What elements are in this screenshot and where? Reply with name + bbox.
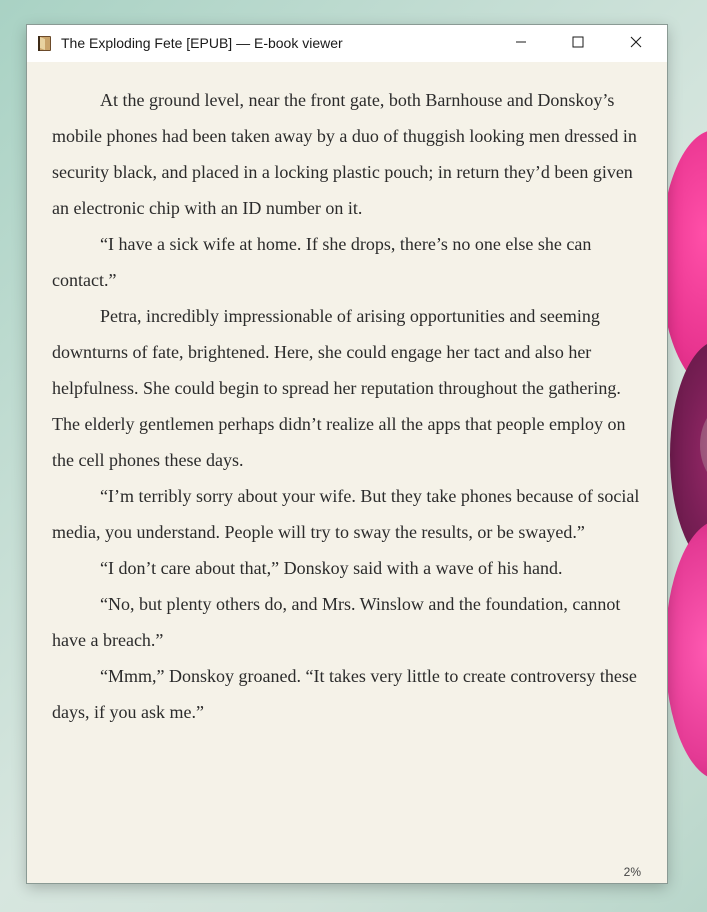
close-icon	[630, 35, 642, 53]
book-page-content[interactable]	[52, 82, 644, 730]
maximize-button[interactable]	[549, 25, 607, 62]
book-paragraph: “Mmm,” Donskoy groaned. “It takes very little to create controversy these days, if you ask me.”	[52, 666, 637, 722]
maximize-icon	[572, 35, 584, 53]
reading-progress: 2%	[623, 865, 641, 879]
window-title: The Exploding Fete [EPUB] — E-book viewer	[61, 35, 343, 51]
ebook-viewer-window	[27, 25, 667, 883]
book-icon	[36, 35, 54, 52]
book-paragraph: At the ground level, near the front gate, both Barnhouse and Donskoy’s mobile phones had been taken away by a duo of thuggish looking men dressed in security black, and placed in a locking plastic pouch; in return they’d been given an electronic chip with an ID number on it.	[52, 90, 637, 218]
book-paragraph: “I have a sick wife at home. If she drops, there’s no one else she can contact.”	[52, 234, 592, 290]
flower-petal	[665, 520, 707, 780]
minimize-icon	[515, 35, 527, 53]
book-paragraph: Petra, incredibly impressionable of arising opportunities and seeming downturns of fate, brightened. Here, she could engage her tact and also her helpfulness. She could begin to spread her reputation throughout the gathering. The elderly gentlemen perhaps didn’t realize all the apps that people employ on the cell phones these days.	[52, 306, 626, 470]
book-paragraph: “I’m terribly sorry about your wife. But they take phones because of social media, you understand. People will try to sway the results, or be swayed.”	[52, 486, 640, 542]
minimize-button[interactable]	[492, 25, 550, 62]
close-button[interactable]	[607, 25, 665, 62]
title-bar[interactable]	[27, 25, 667, 62]
book-paragraph: “I don’t care about that,” Donskoy said with a wave of his hand.	[100, 558, 563, 578]
book-paragraph: “No, but plenty others do, and Mrs. Winslow and the foundation, cannot have a breach.”	[52, 594, 621, 650]
